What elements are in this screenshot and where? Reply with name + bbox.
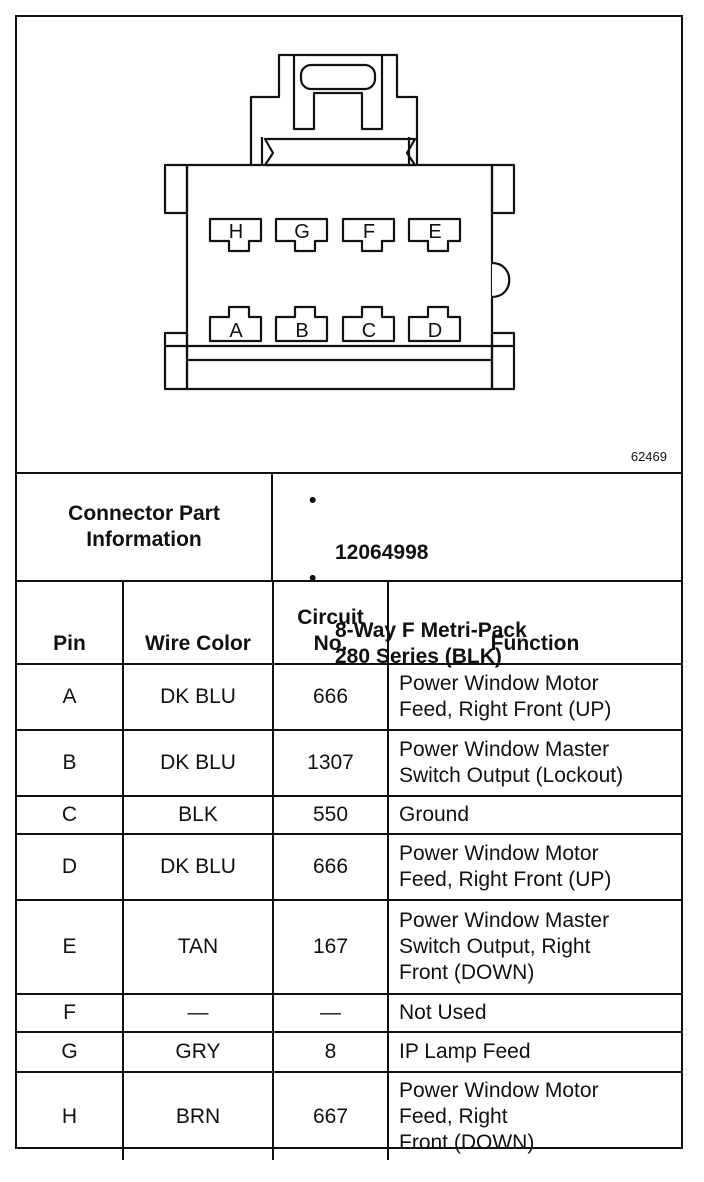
pin-label: E (428, 221, 442, 243)
function-cell: Power Window Master Switch Output, Right Front (DOWN) (388, 900, 681, 994)
header-function: Function (388, 582, 681, 664)
function-cell: Power Window Motor Feed, Right Front (UP) (388, 834, 681, 900)
table-row (17, 796, 681, 834)
pin-label: D (427, 320, 443, 342)
pin-cell: B (17, 730, 123, 796)
pin-cell: A (17, 664, 123, 730)
connector-drawing (17, 17, 681, 472)
figure-number: 62469 (630, 449, 667, 464)
table-row (17, 994, 681, 1032)
pin-label: G (294, 221, 310, 243)
wire-color-cell: DK BLU (123, 730, 273, 796)
header-pin: Pin (17, 582, 123, 664)
header-circuit: Circuit No. (273, 582, 388, 664)
part-number: 12064998 (335, 541, 429, 564)
circuit-cell: 666 (273, 834, 388, 900)
pin-cell: F (17, 994, 123, 1032)
circuit-cell: 8 (273, 1032, 388, 1072)
function-cell: Power Window Motor Feed, Right Front (UP) (388, 664, 681, 730)
circuit-cell: 667 (273, 1072, 388, 1160)
pin-label: B (295, 320, 309, 342)
pin-cell: E (17, 900, 123, 994)
part-info-label: Connector Part Information (17, 474, 273, 580)
pin-table (17, 582, 681, 1160)
table-row (17, 664, 681, 730)
function-cell: Not Used (388, 994, 681, 1032)
table-row (17, 900, 681, 994)
header-wire-color: Wire Color (123, 582, 273, 664)
pin-cell: G (17, 1032, 123, 1072)
table-row (17, 1032, 681, 1072)
bullet-icon: • (309, 489, 317, 512)
wire-color-cell: — (123, 994, 273, 1032)
connector-diagram (17, 17, 681, 474)
part-info-item (309, 488, 527, 566)
circuit-cell: — (273, 994, 388, 1032)
circuit-cell: 666 (273, 664, 388, 730)
wire-color-cell: DK BLU (123, 664, 273, 730)
bullet-icon: • (309, 567, 317, 590)
pin-label: F (362, 221, 376, 243)
table-row (17, 834, 681, 900)
function-cell: Power Window Master Switch Output (Lockout) (388, 730, 681, 796)
connector-page (15, 15, 683, 1154)
wire-color-cell: BRN (123, 1072, 273, 1160)
function-cell: Ground (388, 796, 681, 834)
function-cell: IP Lamp Feed (388, 1032, 681, 1072)
table-row (17, 1072, 681, 1160)
wire-color-cell: TAN (123, 900, 273, 994)
pin-cell: D (17, 834, 123, 900)
pin-label: A (229, 320, 243, 342)
wire-color-cell: GRY (123, 1032, 273, 1072)
connector-type: 8-Way F Metri-Pack 280 Series (BLK) (335, 619, 527, 668)
pin-label: H (228, 221, 244, 243)
wire-color-cell: DK BLU (123, 834, 273, 900)
function-cell: Power Window Motor Feed, Right Front (DOWN) (388, 1072, 681, 1160)
pin-label: C (361, 320, 377, 342)
pin-cell: H (17, 1072, 123, 1160)
circuit-cell: 167 (273, 900, 388, 994)
table-row (17, 730, 681, 796)
pin-cell: C (17, 796, 123, 834)
circuit-cell: 1307 (273, 730, 388, 796)
circuit-cell: 550 (273, 796, 388, 834)
wire-color-cell: BLK (123, 796, 273, 834)
